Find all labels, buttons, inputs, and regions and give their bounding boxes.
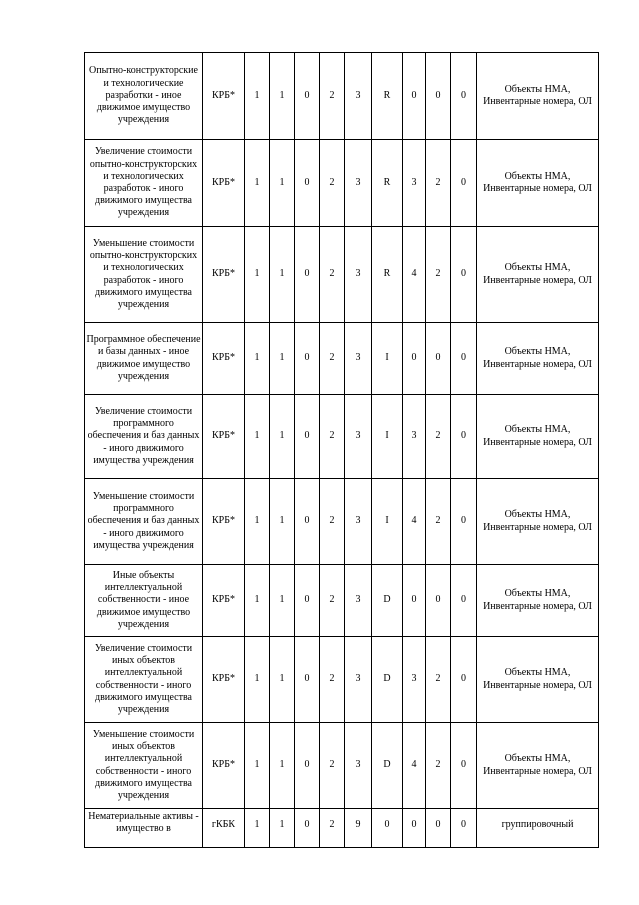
kfo-cell: КРБ*	[203, 479, 245, 565]
code-digit-cell: 0	[295, 323, 320, 395]
code-digit-cell: I	[372, 479, 403, 565]
account-name-cell: Увеличение стоимости опытно-конструкторских и технологических разработок - иного движимого имущества учреждения	[85, 140, 203, 227]
kfo-cell: гКБК	[203, 809, 245, 848]
code-digit-cell: D	[372, 637, 403, 723]
code-digit-cell: 2	[320, 723, 345, 809]
code-digit-cell: 3	[345, 723, 372, 809]
table-row	[85, 323, 599, 395]
code-digit-cell: R	[372, 53, 403, 140]
code-digit-cell: R	[372, 140, 403, 227]
table-row	[85, 53, 599, 140]
code-digit-cell: 9	[345, 809, 372, 848]
account-name-cell: Увеличение стоимости иных объектов интеллектуальной собственности - иного движимого имущества учреждения	[85, 637, 203, 723]
code-digit-cell: 1	[270, 565, 295, 637]
account-name-cell: Иные объекты интеллектуальной собственности - иное движимое имущество учреждения	[85, 565, 203, 637]
account-name-cell: Уменьшение стоимости иных объектов интеллектуальной собственности - иного движимого имущества учреждения	[85, 723, 203, 809]
code-digit-cell: 0	[451, 323, 477, 395]
code-digit-cell: 4	[403, 479, 426, 565]
code-digit-cell: 1	[270, 323, 295, 395]
code-digit-cell: 1	[270, 479, 295, 565]
account-name-cell: Опытно-конструкторские и технологические разработки - иное движимое имущество учреждения	[85, 53, 203, 140]
code-digit-cell: 2	[426, 227, 451, 323]
kfo-cell: КРБ*	[203, 637, 245, 723]
code-digit-cell: I	[372, 395, 403, 479]
analytics-note-cell: Объекты НМА, Инвентарные номера, ОЛ	[477, 637, 599, 723]
account-name-cell: Программное обеспечение и базы данных - иное движимое имущество учреждения	[85, 323, 203, 395]
analytics-note-cell: Объекты НМА, Инвентарные номера, ОЛ	[477, 479, 599, 565]
code-digit-cell: 1	[270, 227, 295, 323]
code-digit-cell: 1	[270, 809, 295, 848]
account-name-cell: Уменьшение стоимости опытно-конструкторских и технологических разработок - иного движимого имущества учреждения	[85, 227, 203, 323]
code-digit-cell: 0	[295, 809, 320, 848]
code-digit-cell: 1	[270, 53, 295, 140]
code-digit-cell: 2	[320, 227, 345, 323]
kfo-cell: КРБ*	[203, 565, 245, 637]
account-name-cell: Нематериальные активы - имущество в	[85, 809, 203, 848]
analytics-note-cell: Объекты НМА, Инвентарные номера, ОЛ	[477, 723, 599, 809]
table-row	[85, 227, 599, 323]
code-digit-cell: 0	[451, 479, 477, 565]
code-digit-cell: 1	[270, 637, 295, 723]
code-digit-cell: 1	[245, 637, 270, 723]
code-digit-cell: 4	[403, 227, 426, 323]
code-digit-cell: 0	[426, 53, 451, 140]
table-row	[85, 723, 599, 809]
code-digit-cell: 1	[245, 53, 270, 140]
code-digit-cell: 0	[451, 53, 477, 140]
code-digit-cell: 0	[451, 809, 477, 848]
accounts-table	[84, 52, 599, 848]
code-digit-cell: 3	[345, 565, 372, 637]
code-digit-cell: 0	[426, 809, 451, 848]
code-digit-cell: 0	[403, 565, 426, 637]
code-digit-cell: 1	[270, 395, 295, 479]
code-digit-cell: 0	[295, 395, 320, 479]
code-digit-cell: 0	[295, 227, 320, 323]
code-digit-cell: 2	[320, 395, 345, 479]
code-digit-cell: 2	[320, 637, 345, 723]
code-digit-cell: 0	[426, 565, 451, 637]
code-digit-cell: 3	[403, 637, 426, 723]
code-digit-cell: 0	[426, 323, 451, 395]
code-digit-cell: 0	[295, 565, 320, 637]
code-digit-cell: R	[372, 227, 403, 323]
table-row	[85, 637, 599, 723]
code-digit-cell: 0	[403, 809, 426, 848]
code-digit-cell: 2	[320, 479, 345, 565]
code-digit-cell: 2	[320, 140, 345, 227]
analytics-note-cell: Объекты НМА, Инвентарные номера, ОЛ	[477, 323, 599, 395]
code-digit-cell: I	[372, 323, 403, 395]
code-digit-cell: 1	[245, 140, 270, 227]
code-digit-cell: 0	[451, 227, 477, 323]
account-name-cell: Уменьшение стоимости программного обеспечения и баз данных - иного движимого имущества учреждения	[85, 479, 203, 565]
analytics-note-cell: Объекты НМА, Инвентарные номера, ОЛ	[477, 53, 599, 140]
kfo-cell: КРБ*	[203, 53, 245, 140]
code-digit-cell: 0	[451, 723, 477, 809]
code-digit-cell: 4	[403, 723, 426, 809]
code-digit-cell: 0	[403, 53, 426, 140]
code-digit-cell: 3	[403, 140, 426, 227]
code-digit-cell: 2	[426, 723, 451, 809]
code-digit-cell: 1	[245, 323, 270, 395]
code-digit-cell: 2	[426, 395, 451, 479]
code-digit-cell: 2	[320, 565, 345, 637]
code-digit-cell: 1	[270, 723, 295, 809]
code-digit-cell: 0	[295, 479, 320, 565]
kfo-cell: КРБ*	[203, 227, 245, 323]
table-row	[85, 809, 599, 848]
table-row	[85, 479, 599, 565]
code-digit-cell: 1	[245, 227, 270, 323]
code-digit-cell: 1	[245, 809, 270, 848]
code-digit-cell: 3	[345, 395, 372, 479]
code-digit-cell: 2	[426, 140, 451, 227]
code-digit-cell: 1	[245, 723, 270, 809]
code-digit-cell: 0	[295, 53, 320, 140]
code-digit-cell: 2	[426, 637, 451, 723]
code-digit-cell: 2	[320, 809, 345, 848]
code-digit-cell: 0	[451, 637, 477, 723]
code-digit-cell: 0	[295, 140, 320, 227]
code-digit-cell: 0	[451, 565, 477, 637]
code-digit-cell: 0	[295, 637, 320, 723]
code-digit-cell: 3	[345, 637, 372, 723]
code-digit-cell: 0	[451, 395, 477, 479]
code-digit-cell: 0	[403, 323, 426, 395]
code-digit-cell: 3	[345, 227, 372, 323]
analytics-note-cell: Объекты НМА, Инвентарные номера, ОЛ	[477, 227, 599, 323]
code-digit-cell: 2	[426, 479, 451, 565]
code-digit-cell: 0	[372, 809, 403, 848]
code-digit-cell: 3	[345, 323, 372, 395]
code-digit-cell: 1	[245, 395, 270, 479]
table-row	[85, 395, 599, 479]
account-name-cell: Увеличение стоимости программного обеспечения и баз данных - иного движимого имущества учреждения	[85, 395, 203, 479]
kfo-cell: КРБ*	[203, 723, 245, 809]
analytics-note-cell: группировочный	[477, 809, 599, 848]
analytics-note-cell: Объекты НМА, Инвентарные номера, ОЛ	[477, 395, 599, 479]
kfo-cell: КРБ*	[203, 323, 245, 395]
table-row	[85, 140, 599, 227]
code-digit-cell: 2	[320, 323, 345, 395]
code-digit-cell: D	[372, 723, 403, 809]
code-digit-cell: 1	[270, 140, 295, 227]
analytics-note-cell: Объекты НМА, Инвентарные номера, ОЛ	[477, 565, 599, 637]
analytics-note-cell: Объекты НМА, Инвентарные номера, ОЛ	[477, 140, 599, 227]
table-body	[85, 53, 599, 848]
code-digit-cell: 2	[320, 53, 345, 140]
table-row	[85, 565, 599, 637]
code-digit-cell: 0	[451, 140, 477, 227]
code-digit-cell: 3	[403, 395, 426, 479]
code-digit-cell: 1	[245, 565, 270, 637]
code-digit-cell: D	[372, 565, 403, 637]
code-digit-cell: 1	[245, 479, 270, 565]
code-digit-cell: 3	[345, 479, 372, 565]
code-digit-cell: 3	[345, 53, 372, 140]
kfo-cell: КРБ*	[203, 395, 245, 479]
code-digit-cell: 0	[295, 723, 320, 809]
kfo-cell: КРБ*	[203, 140, 245, 227]
code-digit-cell: 3	[345, 140, 372, 227]
